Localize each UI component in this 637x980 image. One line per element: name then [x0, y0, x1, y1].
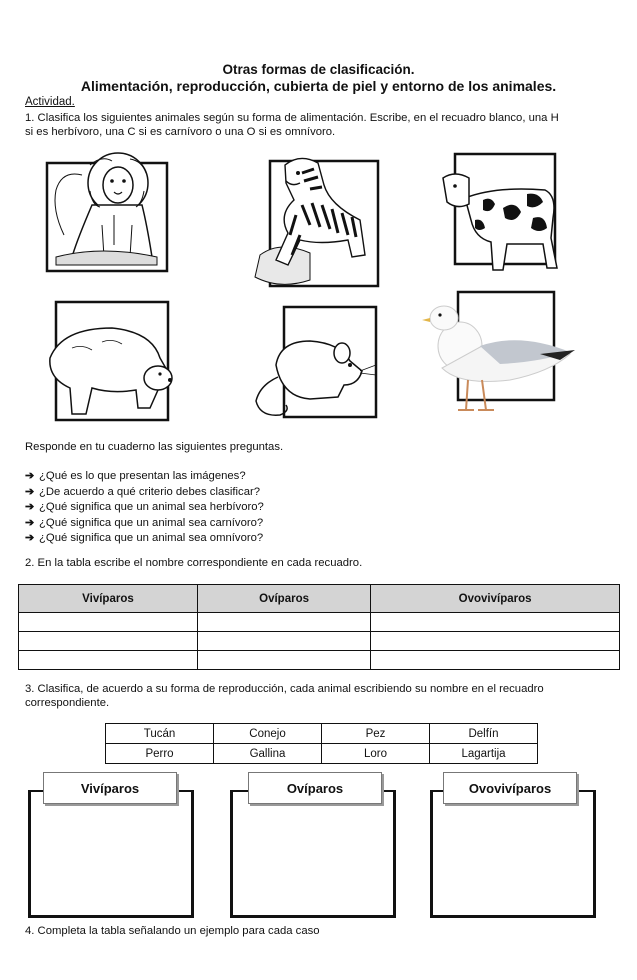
animal-name-cell: Loro	[322, 744, 430, 764]
table-row	[106, 724, 538, 744]
arrow-icon: ➔	[25, 532, 35, 544]
instruction-3-line2: correspondiente.	[25, 697, 110, 709]
instruction-3-line1: 3. Clasifica, de acuerdo a su forma de reproducción, cada animal escribiendo su nombre en el recuadro	[25, 683, 544, 695]
questions-list	[25, 469, 264, 547]
oviparos-box-label: Ovíparos	[248, 772, 382, 804]
list-item	[25, 469, 264, 485]
page-title-line1: Otras formas de clasificación.	[222, 62, 415, 77]
ovoviviparos-answer-box[interactable]	[430, 790, 596, 918]
table-row	[19, 632, 620, 651]
table-row	[19, 613, 620, 632]
instruction-2: 2. En la tabla escribe el nombre correspondiente en cada recuadro.	[25, 557, 363, 569]
list-item	[25, 500, 264, 516]
blank-cell[interactable]	[371, 613, 620, 632]
arrow-icon: ➔	[25, 516, 35, 529]
ovoviviparos-box-label: Ovovivíparos	[443, 772, 577, 804]
blank-cell[interactable]	[19, 651, 198, 670]
blank-cell[interactable]	[197, 632, 370, 651]
animal-name-cell: Tucán	[106, 724, 214, 744]
animal-name-cell: Delfín	[430, 724, 538, 744]
cow-illustration	[435, 148, 565, 278]
question-text: ¿Qué significa que un animal sea omnívoro?	[39, 532, 264, 544]
zebra-illustration	[240, 145, 380, 295]
page-title-line2: Alimentación, reproducción, cubierta de piel y entorno de los animales.	[80, 78, 557, 94]
question-text: ¿Qué significa que un animal sea carnívoro?	[39, 516, 264, 529]
polar-bear-illustration	[42, 298, 177, 428]
animal-name-cell: Gallina	[214, 744, 322, 764]
questions-intro: Responde en tu cuaderno las siguientes preguntas.	[25, 441, 284, 453]
activity-label: Actividad.	[25, 96, 75, 108]
list-item	[25, 531, 264, 547]
blank-cell[interactable]	[371, 632, 620, 651]
animal-name-cell: Conejo	[214, 724, 322, 744]
table-header: Ovovivíparos	[371, 585, 620, 613]
table-header: Ovíparos	[197, 585, 370, 613]
blank-cell[interactable]	[197, 613, 370, 632]
table-row	[106, 744, 538, 764]
lion-illustration	[42, 145, 172, 275]
instruction-1-line2: si es herbívoro, una C si es carnívoro o una O si es omnívoro.	[25, 126, 336, 138]
animal-names-table	[105, 723, 538, 764]
list-item	[25, 485, 264, 501]
animal-name-cell: Pez	[322, 724, 430, 744]
oviparos-answer-box[interactable]	[230, 790, 396, 918]
question-text: ¿Qué es lo que presentan las imágenes?	[39, 470, 246, 482]
animal-name-cell: Lagartija	[430, 744, 538, 764]
blank-cell[interactable]	[19, 613, 198, 632]
list-item	[25, 516, 264, 532]
table-header: Vivíparos	[19, 585, 198, 613]
reproduction-table	[18, 584, 620, 670]
blank-cell[interactable]	[19, 632, 198, 651]
rat-illustration	[250, 305, 380, 425]
table-row	[19, 651, 620, 670]
question-text: ¿De acuerdo a qué criterio debes clasificar?	[39, 485, 261, 498]
animal-name-cell: Perro	[106, 744, 214, 764]
question-text: ¿Qué significa que un animal sea herbívoro?	[39, 501, 264, 513]
instruction-4: 4. Completa la tabla señalando un ejemplo para cada caso	[25, 925, 320, 937]
viviparos-answer-box[interactable]	[28, 790, 194, 918]
seagull-illustration	[420, 288, 580, 418]
instruction-1-line1: 1. Clasifica los siguientes animales según su forma de alimentación. Escribe, en el recuadro blanco, una H	[25, 112, 559, 124]
arrow-icon: ➔	[25, 501, 35, 513]
blank-cell[interactable]	[197, 651, 370, 670]
viviparos-box-label: Vivíparos	[43, 772, 177, 804]
arrow-icon: ➔	[25, 470, 35, 482]
arrow-icon: ➔	[25, 485, 35, 498]
blank-cell[interactable]	[371, 651, 620, 670]
